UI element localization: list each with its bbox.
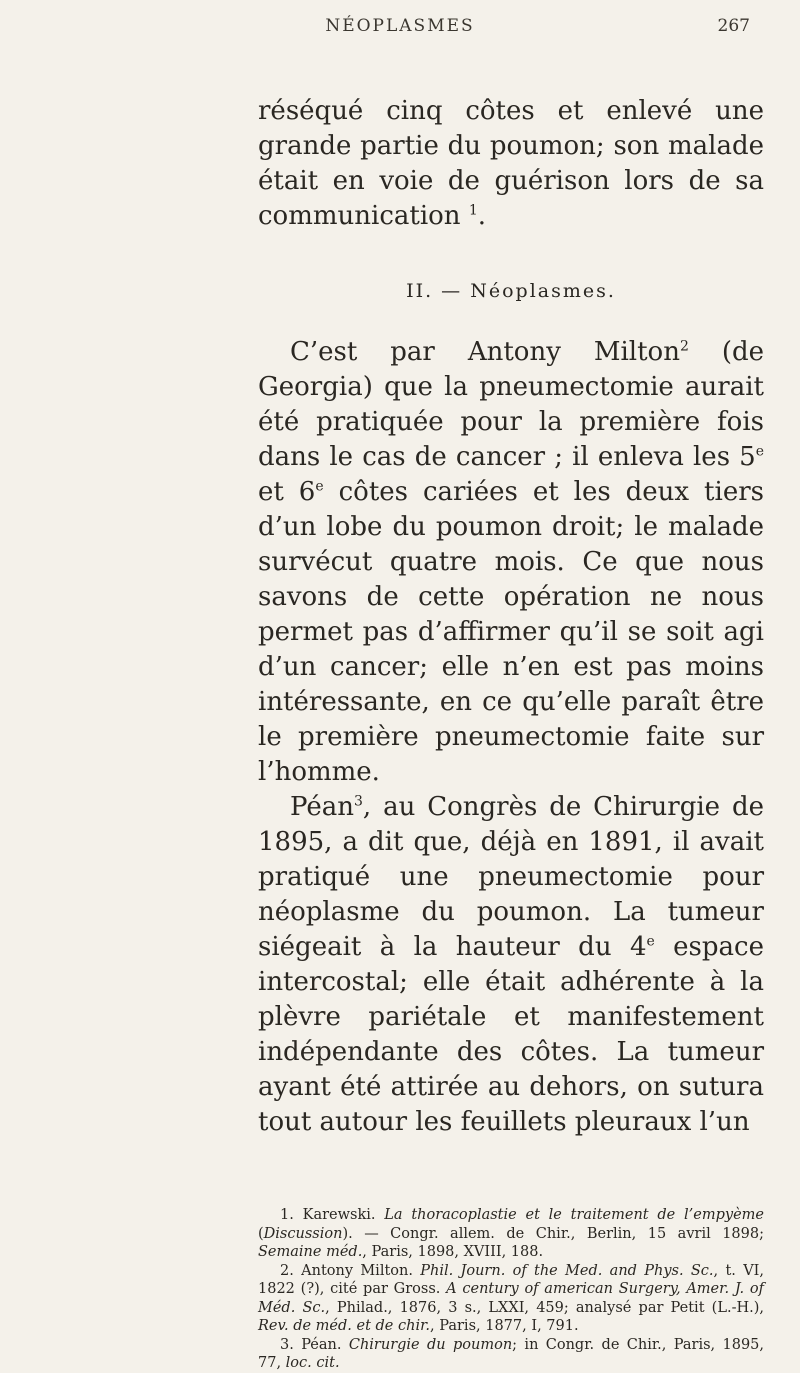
paragraph-pean: Péan$^3$, au Congrès de Chirurgie de 1895, a dit que, déjà en 1891, il avait pratiqué une pneumectomie pour néoplasme du poumon. La tumeur siégeait à la hauteur du 4e espace intercostal; elle était adhérente à la plèvre pariétale et manifestement indépendante des côtes. La tumeur ayant été attirée au dehors, on sutura tout autour les feuillets pleuraux l’un [258, 792, 764, 1137]
footnote-2: 2. Antony Milton. Phil. Journ. of the Med. and Phys. Sc., t. VI, 1822 (?), cité par Gross. A century of american Surgery, Amer. J. of Méd. Sc., Philad., 1876, 3 s., LXXI, 459; analysé par Petit (L.-H.), Rev. de méd. et de chir., Paris, 1877, I, 791. [258, 1262, 765, 1334]
paragraph-milton: C’est par Antony Milton$^2$ (de Georgia) que la pneumectomie aurait été pratiquée pour la première fois dans le cas de cancer ; il enleva les 5e et 6e côtes cariées et les deux tiers d’un lobe du poumon droit; le malade survécut quatre mois. Ce que nous savons de cette opération ne nous permet pas d’affirmer qu’il se soit agi d’un cancer; elle n’en est pas moins intéressante, en ce qu’elle paraît être le première pneumectomie faite sur l’homme. [258, 337, 764, 787]
page-header [0, 14, 800, 44]
continuation-paragraph: réséqué cinq côtes et enlevé une grande partie du poumon; son malade était en voie de guérison lors de sa communication $^1$. [258, 96, 764, 231]
footnote-ref-1: 1 [468, 202, 478, 219]
footnote-1: 1. Karewski. La thoracoplastie et le traitement de l’empyème (Discussion). — Congr. allem. de Chir., Berlin, 15 avril 1898; Semaine méd., Paris, 1898, XVIII, 188. [258, 1207, 764, 1260]
footnote-3: 3. Péan. Chirurgie du poumon; in Congr. de Chir., Paris, 1895, 77, loc. cit. [258, 1336, 765, 1371]
running-title: NÉOPLASMES [325, 16, 475, 36]
section-heading: II. — Néoplasmes. [406, 280, 616, 302]
page-number: 267 [717, 16, 750, 36]
footnotes [258, 1206, 764, 1373]
body-text [258, 94, 764, 1140]
footnote-ref-3: 3 [353, 793, 363, 810]
footnote-ref-2: 2 [679, 338, 689, 355]
